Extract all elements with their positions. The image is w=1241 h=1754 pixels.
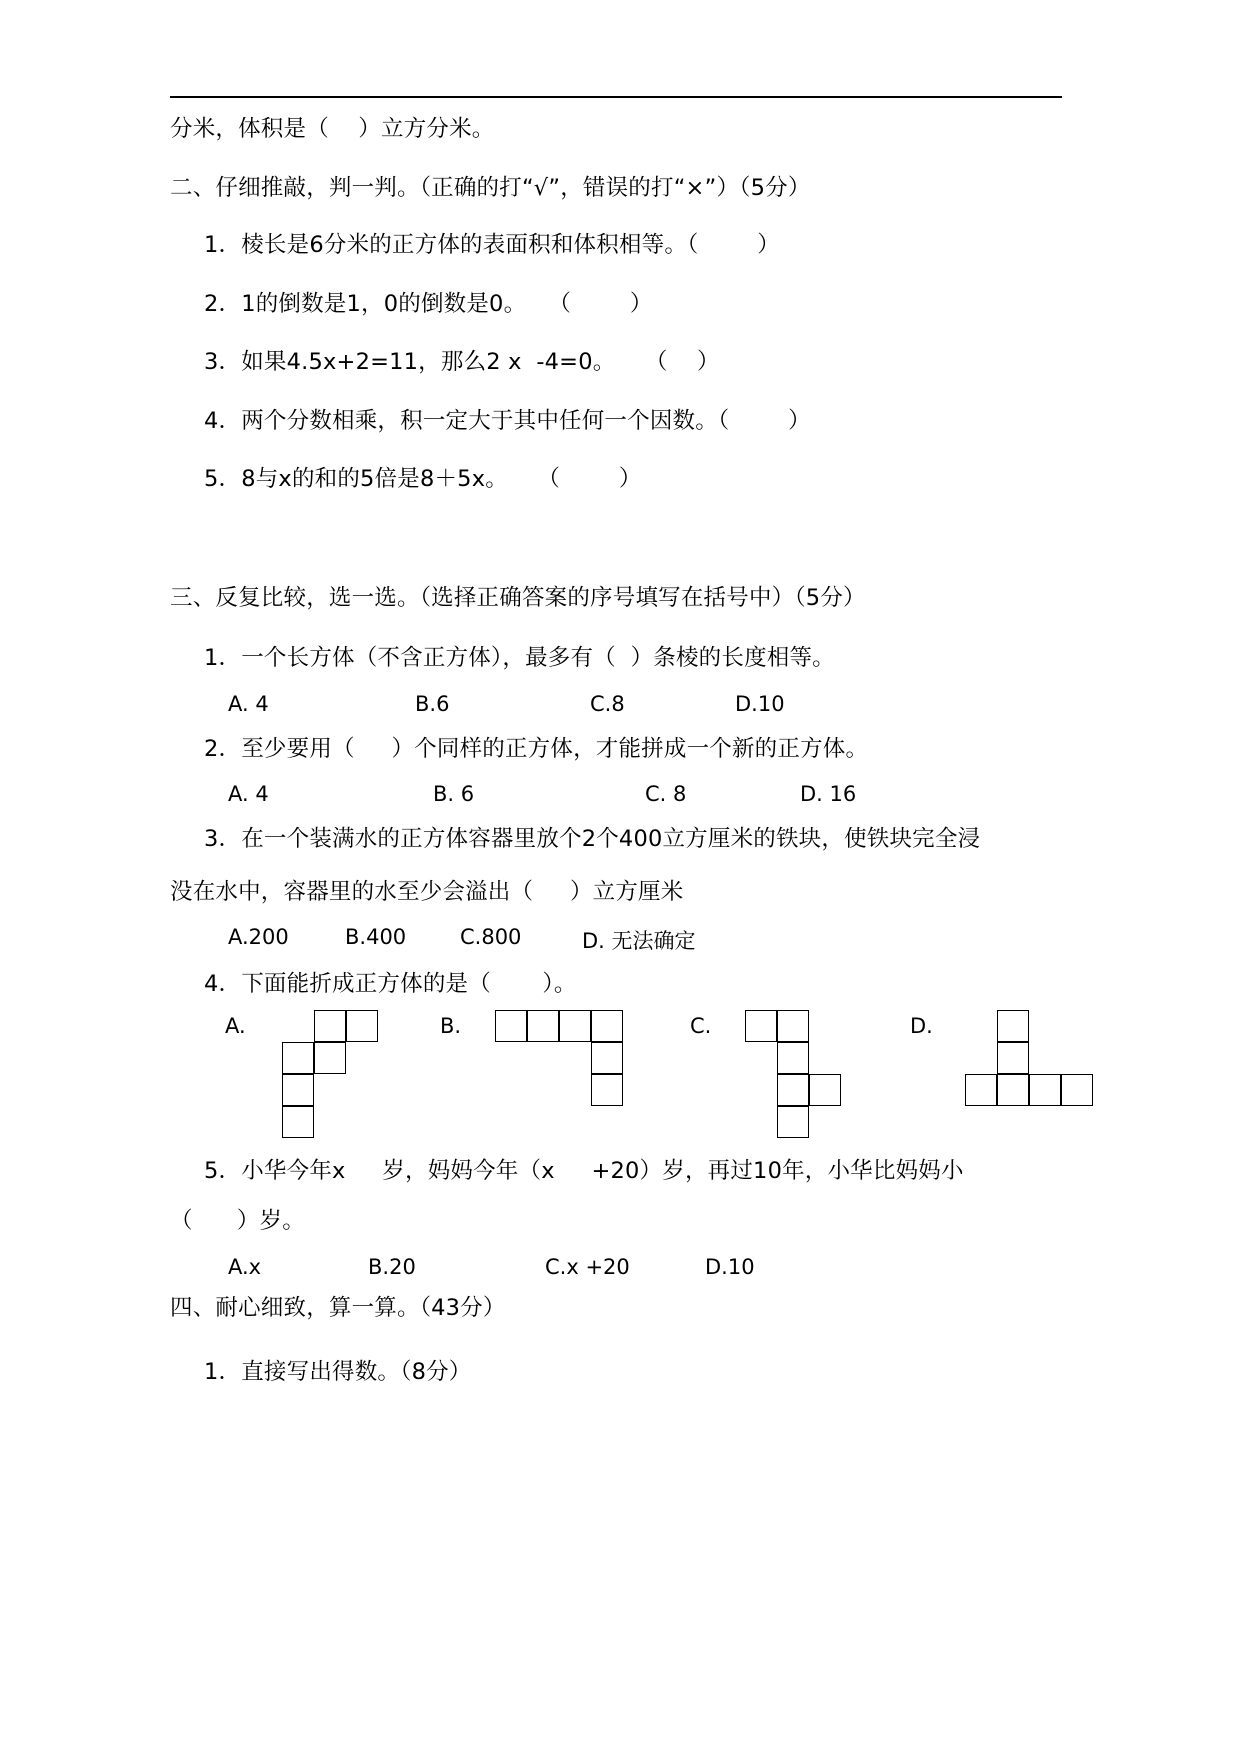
- net-cell: [777, 1010, 809, 1042]
- section-four-item-1: 1．直接写出得数。（8分）: [204, 1359, 472, 1385]
- net-option-label: C.: [690, 1013, 712, 1038]
- net-cell: [997, 1042, 1029, 1074]
- section-three-q3-stem-line2: 没在水中，容器里的水至少会溢出（ ）立方厘米: [170, 878, 684, 905]
- option-a[interactable]: A. 4: [228, 691, 269, 716]
- net-cell: [282, 1074, 314, 1106]
- option-a[interactable]: A. 4: [228, 782, 269, 806]
- option-d[interactable]: D.10: [705, 1254, 755, 1279]
- option-a[interactable]: A.x: [228, 1254, 262, 1279]
- section-two-item-4: 4．两个分数相乘，积一定大于其中任何一个因数。（ ）: [204, 407, 811, 434]
- net-cell: [559, 1010, 591, 1042]
- section-two-item-3: 3．如果4.5x+2=11，那么2 x -4=0。 （ ）: [204, 349, 720, 375]
- option-b[interactable]: B. 6: [433, 782, 475, 806]
- net-cell: [282, 1106, 314, 1138]
- net-cell: [495, 1010, 527, 1042]
- net-cell: [965, 1074, 997, 1106]
- header-divider-rule: [170, 96, 1062, 98]
- option-d[interactable]: D. 16: [800, 782, 857, 806]
- option-d[interactable]: D. 无法确定: [582, 929, 696, 953]
- option-b[interactable]: B.400: [345, 925, 407, 949]
- net-cell: [1061, 1074, 1093, 1106]
- section-three-heading: 三、反复比较，选一选。（选择正确答案的序号填写在括号中）（5分）: [170, 584, 866, 611]
- section-two-heading: 二、仔细推敲，判一判。（正确的打“√”，错误的打“×”）（5分）: [170, 174, 811, 201]
- section-three-q2-stem: 2．至少要用（ ）个同样的正方体，才能拼成一个新的正方体。: [204, 735, 869, 762]
- net-cell: [745, 1010, 777, 1042]
- option-b[interactable]: B.20: [368, 1254, 416, 1279]
- section-three-q3-options: [170, 925, 1070, 959]
- net-cell: [777, 1042, 809, 1074]
- net-cell: [997, 1010, 1029, 1042]
- section-four-heading: 四、耐心细致，算一算。（43分）: [170, 1294, 506, 1321]
- page-content: [170, 118, 1070, 1384]
- section-three-q5-options: [170, 1255, 1070, 1289]
- net-cell: [282, 1042, 314, 1074]
- section-three-q5-stem-line1: 5．小华今年x 岁，妈妈今年（x +20）岁，再过10年，小华比妈妈小: [204, 1157, 964, 1184]
- net-cell: [527, 1010, 559, 1042]
- option-c[interactable]: C.x +20: [545, 1254, 630, 1279]
- section-three-q1-options: [170, 692, 1070, 726]
- option-c[interactable]: C.8: [590, 691, 625, 716]
- net-cell: [777, 1074, 809, 1106]
- net-option-label: D.: [910, 1013, 933, 1038]
- net-cell: [591, 1042, 623, 1074]
- option-c[interactable]: C. 8: [645, 782, 687, 806]
- net-cell: [591, 1074, 623, 1106]
- section-three-q4-stem: 4．下面能折成正方体的是（ ）。: [204, 971, 577, 997]
- net-cell: [1029, 1074, 1061, 1106]
- section-three-q3-stem-line1: 3．在一个装满水的正方体容器里放个2个400立方厘米的铁块，使铁块完全浸: [204, 826, 981, 852]
- section-two-item-2: 2．1的倒数是1，0的倒数是0。 （ ）: [204, 290, 653, 317]
- section-two-item-5: 5．8与x的和的5倍是8＋5x。 （ ）: [204, 466, 642, 492]
- option-b[interactable]: B.6: [415, 691, 450, 716]
- option-d[interactable]: D.10: [735, 691, 785, 716]
- net-cell: [346, 1010, 378, 1042]
- carryover-line: 分米，体积是（ ）立方分米。: [170, 116, 495, 142]
- net-cell: [314, 1010, 346, 1042]
- net-cell: [777, 1106, 809, 1138]
- net-option-label: B.: [440, 1013, 462, 1038]
- section-three-q4-net-options: [170, 1010, 1070, 1150]
- net-cell: [997, 1074, 1029, 1106]
- section-three-q1-stem: 1．一个长方体（不含正方体），最多有（ ）条棱的长度相等。: [204, 645, 835, 671]
- section-two-item-1: 1．棱长是6分米的正方体的表面积和体积相等。（ ）: [204, 232, 780, 258]
- section-three-q2-options: [170, 782, 1070, 816]
- net-option-label: A.: [225, 1013, 246, 1038]
- option-a[interactable]: A.200: [228, 925, 289, 949]
- section-three-q5-stem-line2: （ ）岁。: [170, 1208, 305, 1234]
- net-cell: [314, 1042, 346, 1074]
- net-cell: [591, 1010, 623, 1042]
- net-cell: [809, 1074, 841, 1106]
- option-c[interactable]: C.800: [460, 925, 522, 949]
